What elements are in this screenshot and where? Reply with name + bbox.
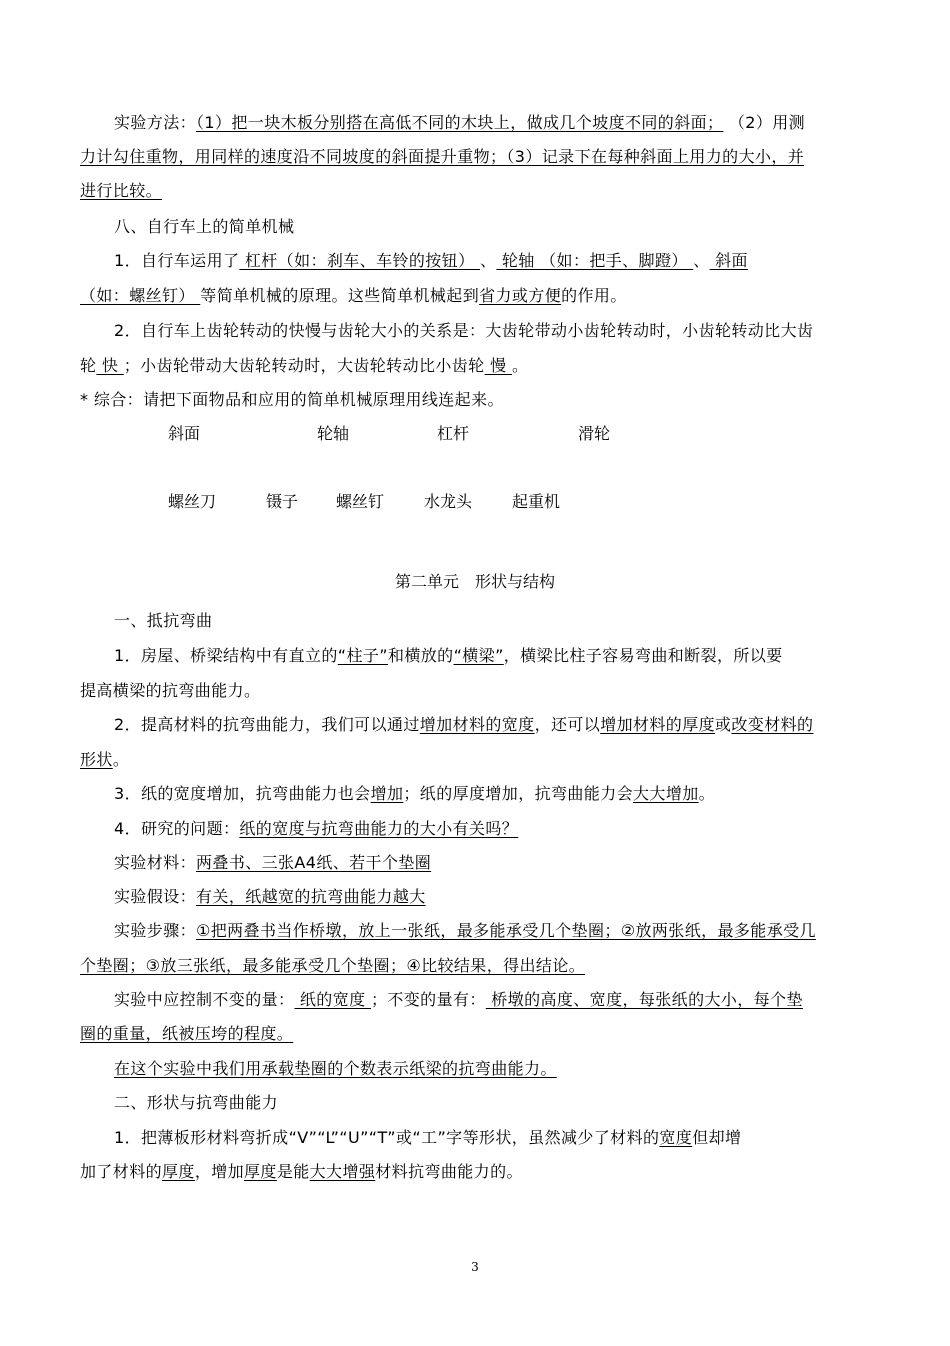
text: 。 — [511, 356, 529, 375]
text: 1．把薄板形材料弯折成“V”“L”“U”“T”或“工”字等形状，虽然减少了材料的 — [114, 1128, 660, 1147]
text: 的作用。 — [561, 286, 627, 305]
answer: 厚度 — [244, 1162, 277, 1181]
answer: 厚度 — [162, 1162, 195, 1181]
text: 1．自行车运用了 — [114, 251, 240, 270]
answer: 增加材料的厚度 — [600, 715, 716, 734]
section-heading — [114, 216, 914, 238]
text: 加了材料的 — [80, 1162, 163, 1181]
text-line — [114, 714, 914, 736]
text: ；不变的量有： — [370, 990, 486, 1009]
answer: 形状 — [80, 750, 113, 769]
answer: 纸的宽度与抗弯曲能力的大小有关吗？ — [239, 819, 519, 838]
label: 实验方法： — [114, 113, 197, 132]
answer: 慢 — [484, 356, 512, 375]
text: 1．房屋、桥梁结构中有直立的 — [114, 646, 338, 665]
principle-label: 斜面 — [168, 424, 201, 443]
answer: 进行比较。 — [80, 181, 163, 200]
answer: “柱子” — [337, 646, 388, 665]
heading-text: 一、抵抗弯曲 — [114, 611, 213, 630]
text: 。 — [698, 784, 716, 803]
page-number: 3 — [471, 1260, 479, 1274]
text: * 综合：请把下面物品和应用的简单机械原理用线连起来。 — [80, 390, 504, 409]
text: ；小齿轮带动大齿轮转动时，大齿轮转动比小齿轮 — [123, 356, 485, 375]
text-line — [114, 645, 914, 667]
item-label: 螺丝刀 — [168, 492, 217, 511]
text-line — [114, 250, 914, 272]
text: 。 — [112, 750, 130, 769]
answer: 力计勾住重物，用同样的速度沿不同坡度的斜面提升重物； — [80, 147, 507, 166]
answer: 斜面 — [709, 251, 748, 270]
answer: 在这个实验中我们用承载垫圈的个数表示纸梁的抗弯曲能力。 — [114, 1059, 557, 1078]
principle-label: 轮轴 — [317, 424, 350, 443]
text-line — [80, 749, 880, 771]
text-line — [80, 1023, 880, 1045]
answer: 轮轴 （如：把手、脚蹬） — [496, 251, 694, 270]
label: 实验假设： — [114, 887, 197, 906]
answer: 省力或方便 — [479, 286, 562, 305]
answer: 增加材料的宽度 — [419, 715, 535, 734]
text-line — [80, 389, 880, 411]
answer: 大大增强 — [309, 1162, 376, 1181]
answer: 纸的宽度 — [294, 990, 371, 1009]
text-line — [114, 818, 914, 840]
answer: 宽度 — [659, 1128, 693, 1147]
text-line — [114, 1058, 914, 1080]
label: 实验材料： — [114, 853, 197, 872]
text: 是能 — [276, 1162, 310, 1181]
text-line — [114, 920, 914, 942]
heading-text: 八、自行车上的简单机械 — [114, 217, 295, 236]
answer: ①把两叠书当作桥墩，放上一张纸，最多能承受几个垫圈；②放两张纸，最多能承受几 — [196, 921, 816, 940]
answer: （1）把一块木板分别搭在高低不同的木块上，做成几个坡度不同的斜面； — [196, 113, 724, 132]
answer: “横梁” — [453, 646, 504, 665]
text: ，增加 — [194, 1162, 245, 1181]
text: ；纸的厚度增加，抗弯曲能力会 — [403, 784, 634, 803]
unit-title: 第二单元 形状与结构 — [394, 572, 555, 591]
item-label: 镊子 — [266, 492, 299, 511]
answer: 两叠书、三张A4纸、若干个垫圈 — [196, 853, 432, 872]
text-line — [114, 783, 914, 805]
answer: 改变材料的 — [731, 715, 814, 734]
text-line — [114, 1127, 914, 1149]
heading-text: 二、形状与抗弯曲能力 — [114, 1093, 279, 1112]
principle-label: 滑轮 — [578, 424, 611, 443]
text-line — [114, 320, 914, 342]
answer: 圈的重量，纸被压垮的程度。 — [80, 1024, 294, 1043]
text: 4．研究的问题： — [114, 819, 240, 838]
answer: 有关，纸越宽的抗弯曲能力越大 — [196, 887, 426, 906]
label: 实验步骤： — [114, 921, 197, 940]
text: 3．纸的宽度增加，抗弯曲能力也会 — [114, 784, 371, 803]
text-line — [114, 112, 914, 134]
text: 等简单机械的原理。这些简单机械起到 — [200, 286, 480, 305]
answer: 快 — [96, 356, 124, 375]
answer: 杠杆（如：刹车、车铃的按钮） — [239, 251, 480, 270]
answer: 大大增加 — [633, 784, 699, 803]
text: （2）用测 — [723, 113, 806, 132]
answer: （3）记录下在每种斜面上用力的大小，并 — [506, 147, 805, 166]
answer: 桥墩的高度、宽度，每张纸的大小，每个垫 — [485, 990, 803, 1009]
text: ，还可以 — [534, 715, 601, 734]
item-label: 水龙头 — [424, 492, 473, 511]
text: 和横放的 — [387, 646, 454, 665]
text-line — [80, 355, 880, 377]
text: ，横梁比柱子容易弯曲和断裂，所以要 — [503, 646, 783, 665]
text-line — [80, 955, 880, 977]
text: 提高横梁的抗弯曲能力。 — [80, 681, 261, 700]
principle-label: 杠杆 — [437, 424, 470, 443]
text-line — [80, 146, 880, 168]
item-label: 起重机 — [512, 492, 561, 511]
text: 或 — [715, 715, 732, 734]
text-line — [80, 1161, 880, 1183]
text: 材料抗弯曲能力的。 — [375, 1162, 523, 1181]
section-heading — [114, 610, 914, 632]
text: 、 — [693, 251, 710, 270]
answer: 增加 — [370, 784, 404, 803]
text: 2．自行车上齿轮转动的快慢与齿轮大小的关系是：大齿轮带动小齿轮转动时，小齿轮转动比大齿 — [114, 321, 814, 340]
answer: 个垫圈；③放三张纸，最多能承受几个垫圈；④比较结果，得出结论。 — [80, 956, 586, 975]
item-label: 螺丝钉 — [336, 492, 385, 511]
answer: （如：螺丝钉） — [80, 286, 201, 305]
text-line — [114, 852, 914, 874]
text-line — [80, 180, 880, 202]
text: 轮 — [80, 356, 97, 375]
text-line — [114, 989, 914, 1011]
text: 但却增 — [692, 1128, 742, 1147]
text-line — [114, 886, 914, 908]
label: 实验中应控制不变的量： — [114, 990, 295, 1009]
text-line — [80, 285, 880, 307]
text-line — [80, 680, 880, 702]
section-heading — [114, 1092, 914, 1114]
text: 2．提高材料的抗弯曲能力，我们可以通过 — [114, 715, 420, 734]
text: 、 — [479, 251, 497, 270]
